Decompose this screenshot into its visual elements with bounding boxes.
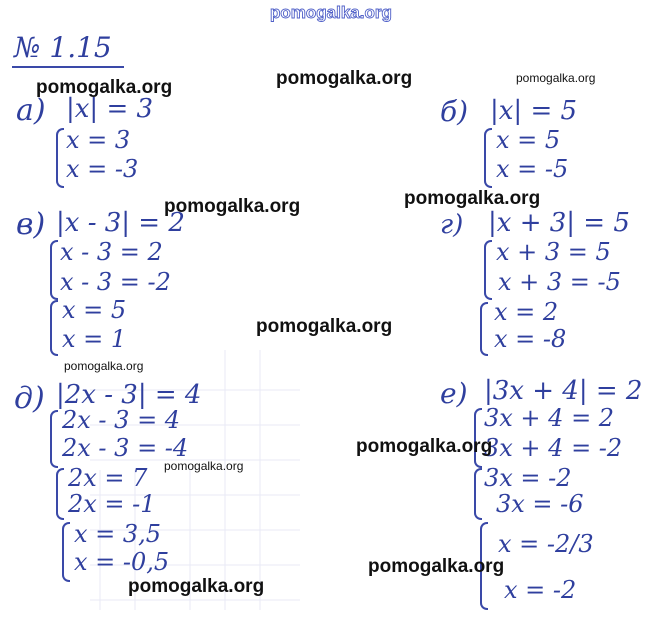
top-watermark: pomogalka.org bbox=[270, 3, 392, 22]
part-d-root-2: x = -0,5 bbox=[74, 548, 170, 576]
part-d-step-1: 2x - 3 = 4 bbox=[62, 406, 181, 434]
part-v-step-1: x - 3 = 2 bbox=[60, 238, 163, 266]
part-g-root-2: x = -8 bbox=[494, 325, 567, 353]
part-v-brace-2 bbox=[50, 300, 58, 356]
part-e-step-3: 3x = -2 bbox=[484, 464, 572, 492]
part-e-brace-2 bbox=[474, 468, 482, 520]
part-e-root-2: x = -2 bbox=[504, 576, 577, 604]
part-b-root-2: x = -5 bbox=[496, 155, 569, 183]
part-g-equation: |x + 3| = 5 bbox=[488, 208, 630, 238]
part-e-label: е) bbox=[440, 377, 468, 410]
watermark-9: pomogalka.org bbox=[164, 459, 244, 473]
part-a-root-2: x = -3 bbox=[66, 155, 139, 183]
problem-number-underline bbox=[12, 66, 124, 68]
part-e-step-4: 3x = -6 bbox=[496, 490, 584, 518]
part-d-brace-3 bbox=[62, 522, 70, 582]
part-b-brace bbox=[484, 128, 492, 188]
part-e-step-2: 3x + 4 = -2 bbox=[484, 434, 623, 462]
watermark-10: pomogalka.org bbox=[368, 556, 505, 577]
part-d-step-3: 2x = 7 bbox=[68, 464, 148, 492]
watermark-8: pomogalka.org bbox=[356, 436, 493, 457]
watermark-2: pomogalka.org bbox=[276, 68, 413, 89]
part-g-step-1: x + 3 = 5 bbox=[496, 238, 611, 266]
part-d-equation: |2x - 3| = 4 bbox=[56, 380, 202, 410]
watermark-1: pomogalka.org bbox=[36, 77, 173, 98]
part-d-brace-2 bbox=[56, 468, 64, 520]
part-d-step-4: 2x = -1 bbox=[68, 490, 156, 518]
part-d-label: д) bbox=[14, 381, 45, 416]
watermark-5: pomogalka.org bbox=[404, 188, 541, 209]
part-v-root-1: x = 5 bbox=[62, 296, 127, 324]
part-a-brace bbox=[56, 128, 64, 188]
part-e-step-1: 3x + 4 = 2 bbox=[484, 404, 615, 432]
part-g-label: г) bbox=[440, 210, 464, 240]
problem-number: № 1.15 bbox=[14, 31, 112, 64]
part-g-brace-2 bbox=[480, 302, 488, 356]
watermark-6: pomogalka.org bbox=[256, 316, 393, 337]
part-g-brace-1 bbox=[484, 240, 492, 300]
part-d-brace-1 bbox=[50, 410, 58, 468]
part-a-label: а) bbox=[16, 93, 46, 128]
part-a-equation: |x| = 3 bbox=[66, 94, 154, 124]
part-g-root-1: x = 2 bbox=[494, 298, 559, 326]
part-v-equation: |x - 3| = 2 bbox=[56, 208, 185, 238]
part-v-brace-1 bbox=[50, 240, 58, 300]
part-v-root-2: x = 1 bbox=[62, 325, 127, 353]
watermark-7: pomogalka.org bbox=[64, 359, 144, 373]
part-g-step-2: x + 3 = -5 bbox=[498, 268, 621, 296]
part-d-root-1: x = 3,5 bbox=[74, 520, 162, 548]
watermark-3: pomogalka.org bbox=[516, 71, 596, 85]
part-e-root-1: x = -2/3 bbox=[498, 530, 594, 558]
part-d-step-2: 2x - 3 = -4 bbox=[62, 434, 189, 462]
part-b-root-1: x = 5 bbox=[496, 126, 561, 154]
watermark-4: pomogalka.org bbox=[164, 196, 301, 217]
part-v-label: в) bbox=[16, 207, 46, 242]
part-b-equation: |x| = 5 bbox=[490, 96, 578, 126]
part-e-equation: |3x + 4| = 2 bbox=[484, 376, 643, 406]
watermark-11: pomogalka.org bbox=[128, 576, 265, 597]
part-b-label: б) bbox=[440, 95, 469, 128]
part-a-root-1: x = 3 bbox=[66, 126, 131, 154]
part-v-step-2: x - 3 = -2 bbox=[60, 268, 171, 296]
